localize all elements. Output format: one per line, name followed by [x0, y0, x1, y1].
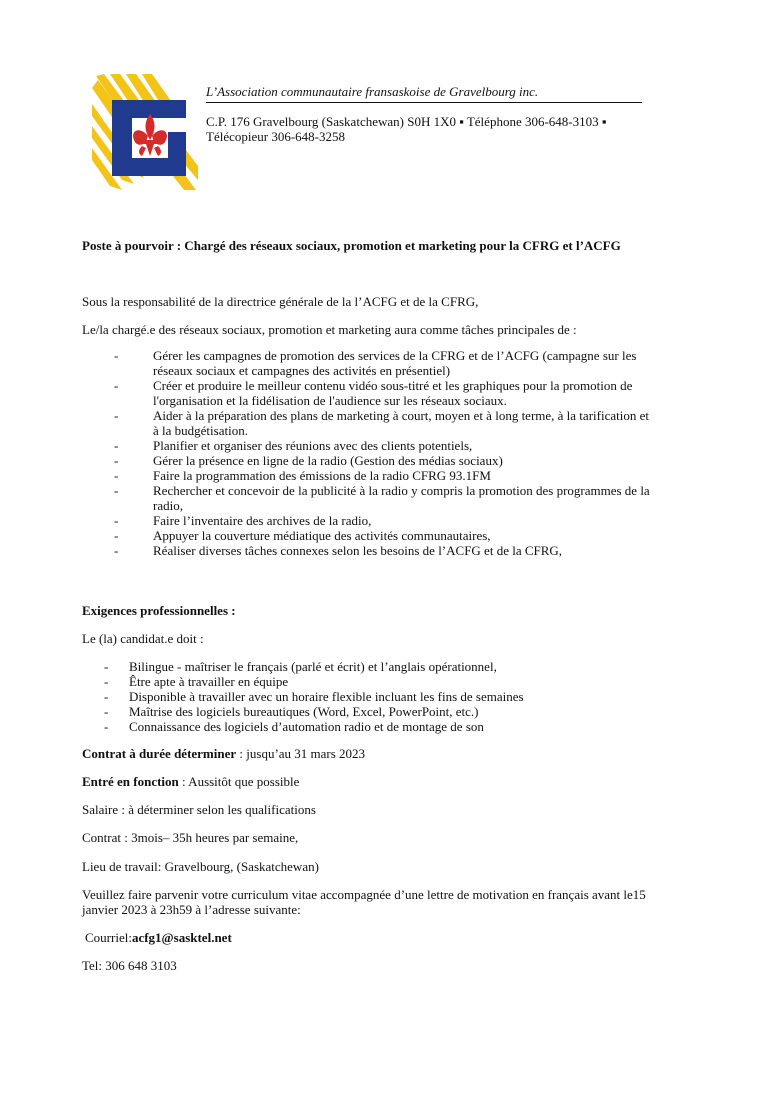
list-dash: - — [114, 528, 119, 543]
list-dash: - — [114, 453, 119, 468]
start-date-label: Entré en fonction — [82, 774, 179, 789]
list-dash: - — [104, 719, 109, 734]
list-dash: - — [114, 543, 119, 558]
email-address[interactable]: acfg1@sasktel.net — [131, 930, 232, 945]
contact-fax: Télécopieur 306-648-3258 — [206, 129, 345, 144]
list-item — [82, 704, 682, 719]
contact-info — [206, 114, 656, 144]
list-dash: - — [114, 513, 119, 528]
list-dash: - — [114, 348, 119, 363]
supervision-text: Sous la responsabilité de la directrice générale de la l’ACFG et de la CFRG, — [82, 294, 479, 309]
task-text: Réaliser diverses tâches connexes selon les besoins de l’ACFG et de la CFRG, — [153, 543, 563, 558]
task-text: Appuyer la couverture médiatique des activités communautaires, — [153, 528, 491, 543]
contract-duration-value: : jusqu’au 31 mars 2023 — [236, 746, 366, 761]
task-text: Faire la programmation des émissions de la radio CFRG 93.1FM — [153, 468, 491, 483]
job-title: Poste à pourvoir : Chargé des réseaux sociaux, promotion et marketing pour la CFRG et l’ACFG — [82, 238, 621, 253]
list-item — [82, 719, 682, 734]
email-line — [85, 930, 232, 945]
header-divider — [206, 102, 642, 103]
acfg-logo — [92, 74, 198, 190]
list-item — [82, 689, 682, 704]
list-dash: - — [114, 468, 119, 483]
phone-text: Tel: 306 648 3103 — [82, 958, 177, 973]
list-dash: - — [104, 659, 109, 674]
list-dash: - — [104, 689, 109, 704]
requirements-heading: Exigences professionnelles : — [82, 603, 236, 618]
requirement-text: Maîtrise des logiciels bureautiques (Word, Excel, PowerPoint, etc.) — [129, 704, 479, 719]
requirement-text: Bilingue - maîtriser le français (parlé et écrit) et l’anglais opérationnel, — [129, 659, 497, 674]
list-item — [82, 348, 653, 378]
list-dash: - — [104, 704, 109, 719]
task-text: Rechercher et concevoir de la publicité à la radio y compris la promotion des programmes de la radio, — [153, 483, 650, 513]
tasks-list — [82, 348, 682, 558]
requirements-list — [82, 659, 682, 734]
list-item — [82, 378, 653, 408]
contact-address-phone: C.P. 176 Gravelbourg (Saskatchewan) S0H 1X0 ▪ Téléphone 306-648-3103 ▪ — [206, 114, 607, 129]
task-text: Faire l’inventaire des archives de la radio, — [153, 513, 372, 528]
location-text: Lieu de travail: Gravelbourg, (Saskatchewan) — [82, 859, 319, 874]
contract-duration-label: Contrat à durée déterminer — [82, 746, 237, 761]
contract-text: Contrat : 3mois– 35h heures par semaine, — [82, 830, 299, 845]
list-item — [82, 408, 653, 438]
tasks-intro: Le/la chargé.e des réseaux sociaux, promotion et marketing aura comme tâches principales de : — [82, 322, 577, 337]
start-date — [82, 774, 299, 789]
application-instructions: Veuillez faire parvenir votre curriculum vitae accompagnée d’une lettre de motivation en français avant le15 janvier 2023 à 23h59 à l’adresse suivante: — [82, 887, 646, 917]
requirement-text: Connaissance des logiciels d’automation radio et de montage de son — [129, 719, 484, 734]
association-name: L’Association communautaire fransaskoise de Gravelbourg inc. — [206, 84, 539, 99]
email-label: Courriel: — [85, 930, 132, 945]
list-item — [82, 674, 682, 689]
list-item — [82, 513, 653, 528]
list-item — [82, 453, 653, 468]
requirement-text: Disponible à travailler avec un horaire flexible incluant les fins de semaines — [129, 689, 524, 704]
task-text: Aider à la préparation des plans de marketing à court, moyen et à long terme, à la tarification et à la budgétisation. — [153, 408, 649, 438]
contract-duration — [82, 746, 365, 761]
requirements-intro: Le (la) candidat.e doit : — [82, 631, 204, 646]
task-text: Gérer la présence en ligne de la radio (Gestion des médias sociaux) — [153, 453, 503, 468]
requirement-text: Être apte à travailler en équipe — [129, 674, 289, 689]
list-dash: - — [104, 674, 109, 689]
list-dash: - — [114, 408, 119, 423]
list-item — [82, 438, 653, 453]
list-item — [82, 543, 653, 558]
list-dash: - — [114, 438, 119, 453]
task-text: Gérer les campagnes de promotion des services de la CFRG et de l’ACFG (campagne sur les réseaux sociaux et campagnes des activités en présentiel) — [153, 348, 637, 378]
list-dash: - — [114, 378, 119, 393]
list-dash: - — [114, 483, 119, 498]
task-text: Créer et produire le meilleur contenu vidéo sous-titré et les graphiques pour la promotion de l'organisation et la fidélisation de l'audience sur les réseaux sociaux. — [153, 378, 633, 408]
task-text: Planifier et organiser des réunions avec des clients potentiels, — [153, 438, 473, 453]
list-item — [82, 528, 653, 543]
list-item — [82, 659, 682, 674]
list-item — [82, 483, 653, 513]
list-item — [82, 468, 653, 483]
start-date-value: : Aussitôt que possible — [178, 774, 300, 789]
salary-text: Salaire : à déterminer selon les qualifications — [82, 802, 316, 817]
